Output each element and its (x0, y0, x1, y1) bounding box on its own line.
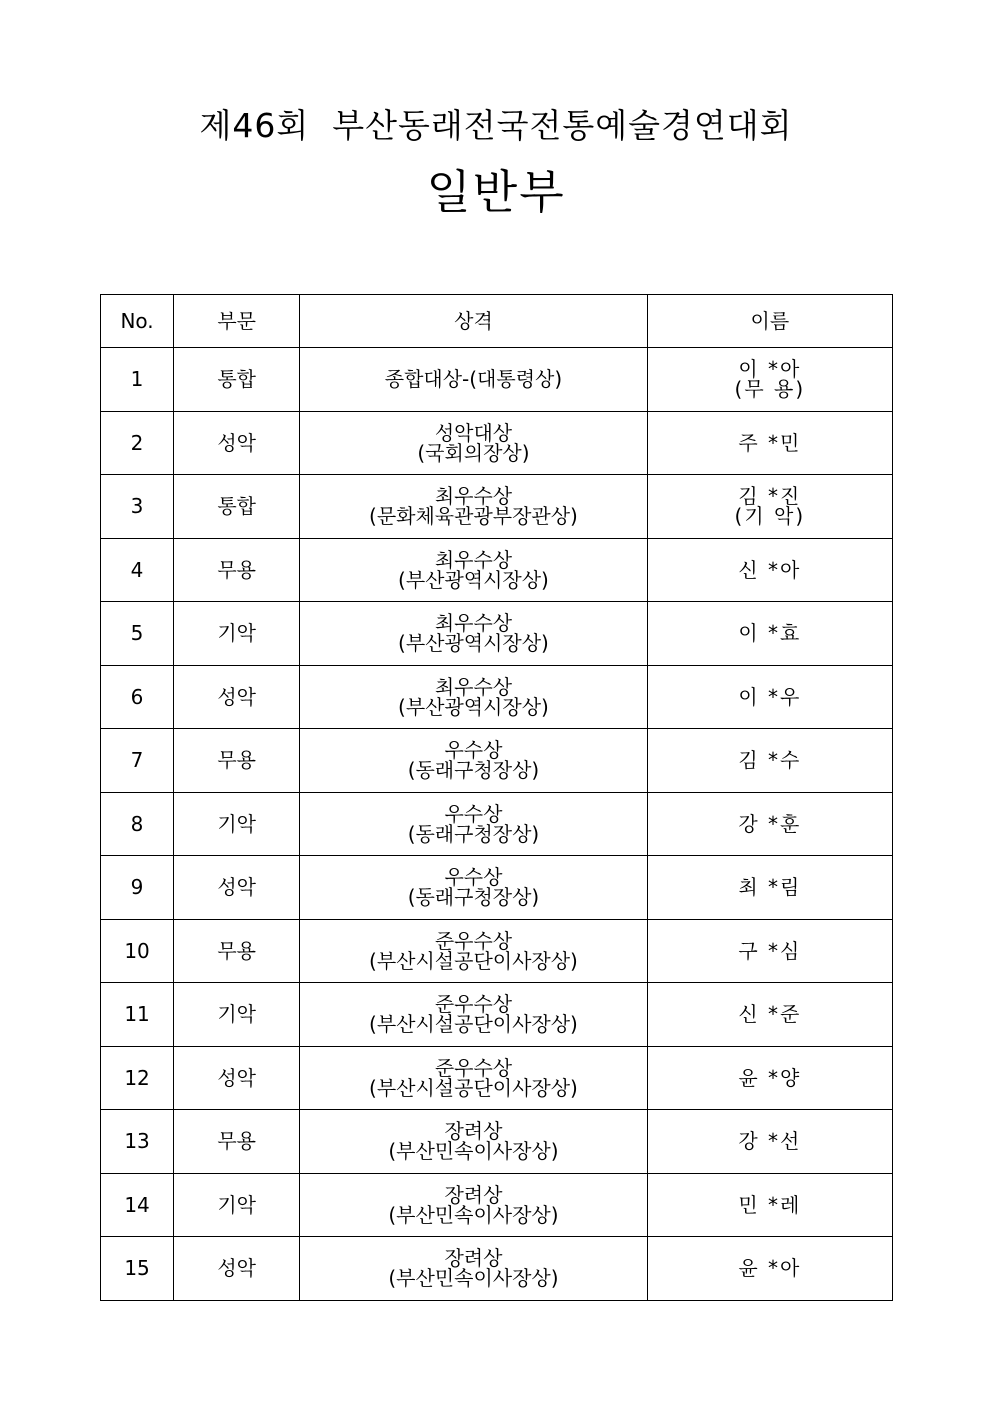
table-row (101, 729, 893, 793)
cell-no: 6 (101, 665, 174, 729)
cell-no: 12 (101, 1046, 174, 1110)
cell-award (300, 983, 647, 1047)
cell-name (647, 348, 892, 412)
award-line: (부산시설공단이사장상) (369, 1012, 578, 1037)
name-line: 최 *림 (738, 875, 802, 900)
cell-name (647, 1173, 892, 1237)
cell-division: 통합 (174, 348, 300, 412)
award-line: (부산광역시장상) (398, 567, 549, 592)
cell-name (647, 1046, 892, 1110)
award-line: (부산민속이사장상) (388, 1202, 559, 1227)
name-line: 이 *효 (738, 621, 802, 646)
award-line: 장려상 (444, 1119, 503, 1144)
results-table-body (101, 348, 893, 1301)
name-line: (무 용) (734, 377, 806, 402)
cell-award (300, 602, 647, 666)
cell-division: 무용 (174, 538, 300, 602)
name-line: 윤 *양 (738, 1065, 802, 1090)
cell-name (647, 665, 892, 729)
name-line: 강 *선 (738, 1129, 802, 1154)
cell-no: 11 (101, 983, 174, 1047)
cell-award (300, 1173, 647, 1237)
cell-award (300, 1237, 647, 1301)
page-subtitle: 일반부 (426, 165, 566, 219)
cell-award (300, 665, 647, 729)
column-header-name: 이름 (647, 295, 892, 348)
award-line: 장려상 (444, 1246, 503, 1271)
cell-no: 5 (101, 602, 174, 666)
cell-no: 15 (101, 1237, 174, 1301)
page-title: 제46회 부산동래전국전통예술경연대회 (199, 106, 793, 145)
cell-no: 10 (101, 919, 174, 983)
table-row (101, 1173, 893, 1237)
cell-award (300, 729, 647, 793)
name-line: 윤 *아 (738, 1256, 802, 1281)
award-line: (부산민속이사장상) (388, 1266, 559, 1291)
cell-name (647, 856, 892, 920)
award-line: (부산민속이사장상) (388, 1139, 559, 1164)
award-line: 장려상 (444, 1182, 503, 1207)
cell-name (647, 1237, 892, 1301)
cell-no: 13 (101, 1110, 174, 1174)
name-line: (기 악) (734, 504, 806, 529)
table-row (101, 348, 893, 412)
cell-no: 4 (101, 538, 174, 602)
award-line: 최우수상 (434, 674, 513, 699)
table-row (101, 602, 893, 666)
cell-award (300, 919, 647, 983)
cell-division: 성악 (174, 1046, 300, 1110)
award-line: 최우수상 (434, 547, 513, 572)
cell-division: 통합 (174, 475, 300, 539)
award-line: (동래구청장상) (407, 885, 540, 910)
cell-name (647, 792, 892, 856)
award-line: 최우수상 (434, 484, 513, 509)
name-line: 신 *아 (738, 557, 802, 582)
name-line: 신 *준 (738, 1002, 802, 1027)
cell-name (647, 538, 892, 602)
table-row (101, 983, 893, 1047)
award-line: (문화체육관광부장관상) (369, 504, 578, 529)
award-line: 우수상 (444, 801, 503, 826)
column-header-award: 상격 (300, 295, 647, 348)
award-line: (국회의장상) (417, 440, 530, 465)
cell-division: 무용 (174, 919, 300, 983)
award-line: 우수상 (444, 738, 503, 763)
cell-name (647, 411, 892, 475)
cell-award (300, 348, 647, 412)
table-header-row (101, 295, 893, 348)
cell-division: 성악 (174, 856, 300, 920)
table-row (101, 919, 893, 983)
table-row (101, 1237, 893, 1301)
results-table (100, 294, 893, 1301)
award-line: 준우수상 (434, 1055, 513, 1080)
cell-name (647, 475, 892, 539)
cell-award (300, 856, 647, 920)
cell-award (300, 1110, 647, 1174)
cell-award (300, 538, 647, 602)
cell-no: 9 (101, 856, 174, 920)
table-row (101, 411, 893, 475)
cell-award (300, 411, 647, 475)
award-line: (부산광역시장상) (398, 631, 549, 656)
table-row (101, 665, 893, 729)
award-line: (동래구청장상) (407, 758, 540, 783)
award-line: 종합대상-(대통령상) (384, 367, 563, 392)
cell-division: 무용 (174, 729, 300, 793)
table-row (101, 475, 893, 539)
cell-award (300, 1046, 647, 1110)
cell-name (647, 919, 892, 983)
cell-division: 성악 (174, 665, 300, 729)
cell-division: 성악 (174, 1237, 300, 1301)
cell-division: 무용 (174, 1110, 300, 1174)
cell-division: 성악 (174, 411, 300, 475)
cell-division: 기악 (174, 1173, 300, 1237)
award-line: 우수상 (444, 865, 503, 890)
table-row (101, 856, 893, 920)
award-line: (동래구청장상) (407, 821, 540, 846)
award-line: 준우수상 (434, 928, 513, 953)
award-line: (부산광역시장상) (398, 694, 549, 719)
name-line: 이 *우 (738, 684, 802, 709)
cell-no: 8 (101, 792, 174, 856)
name-line: 강 *훈 (738, 811, 802, 836)
award-line: (부산시설공단이사장상) (369, 948, 578, 973)
cell-award (300, 475, 647, 539)
award-line: 준우수상 (434, 992, 513, 1017)
cell-name (647, 602, 892, 666)
table-row (101, 538, 893, 602)
table-row (101, 1110, 893, 1174)
cell-name (647, 729, 892, 793)
name-line: 이 *아 (738, 357, 802, 382)
name-line: 민 *레 (738, 1192, 802, 1217)
name-line: 김 *수 (738, 748, 802, 773)
cell-name (647, 1110, 892, 1174)
cell-division: 기악 (174, 602, 300, 666)
cell-no: 7 (101, 729, 174, 793)
cell-name (647, 983, 892, 1047)
cell-division: 기악 (174, 983, 300, 1047)
table-row (101, 792, 893, 856)
name-line: 김 *진 (738, 484, 802, 509)
award-line: (부산시설공단이사장상) (369, 1075, 578, 1100)
name-line: 주 *민 (738, 430, 802, 455)
cell-no: 2 (101, 411, 174, 475)
table-row (101, 1046, 893, 1110)
column-header-no: No. (101, 295, 174, 348)
cell-award (300, 792, 647, 856)
award-line: 최우수상 (434, 611, 513, 636)
award-line: 성악대상 (434, 420, 513, 445)
cell-division: 기악 (174, 792, 300, 856)
cell-no: 14 (101, 1173, 174, 1237)
column-header-division: 부문 (174, 295, 300, 348)
cell-no: 3 (101, 475, 174, 539)
cell-no: 1 (101, 348, 174, 412)
name-line: 구 *심 (738, 938, 802, 963)
